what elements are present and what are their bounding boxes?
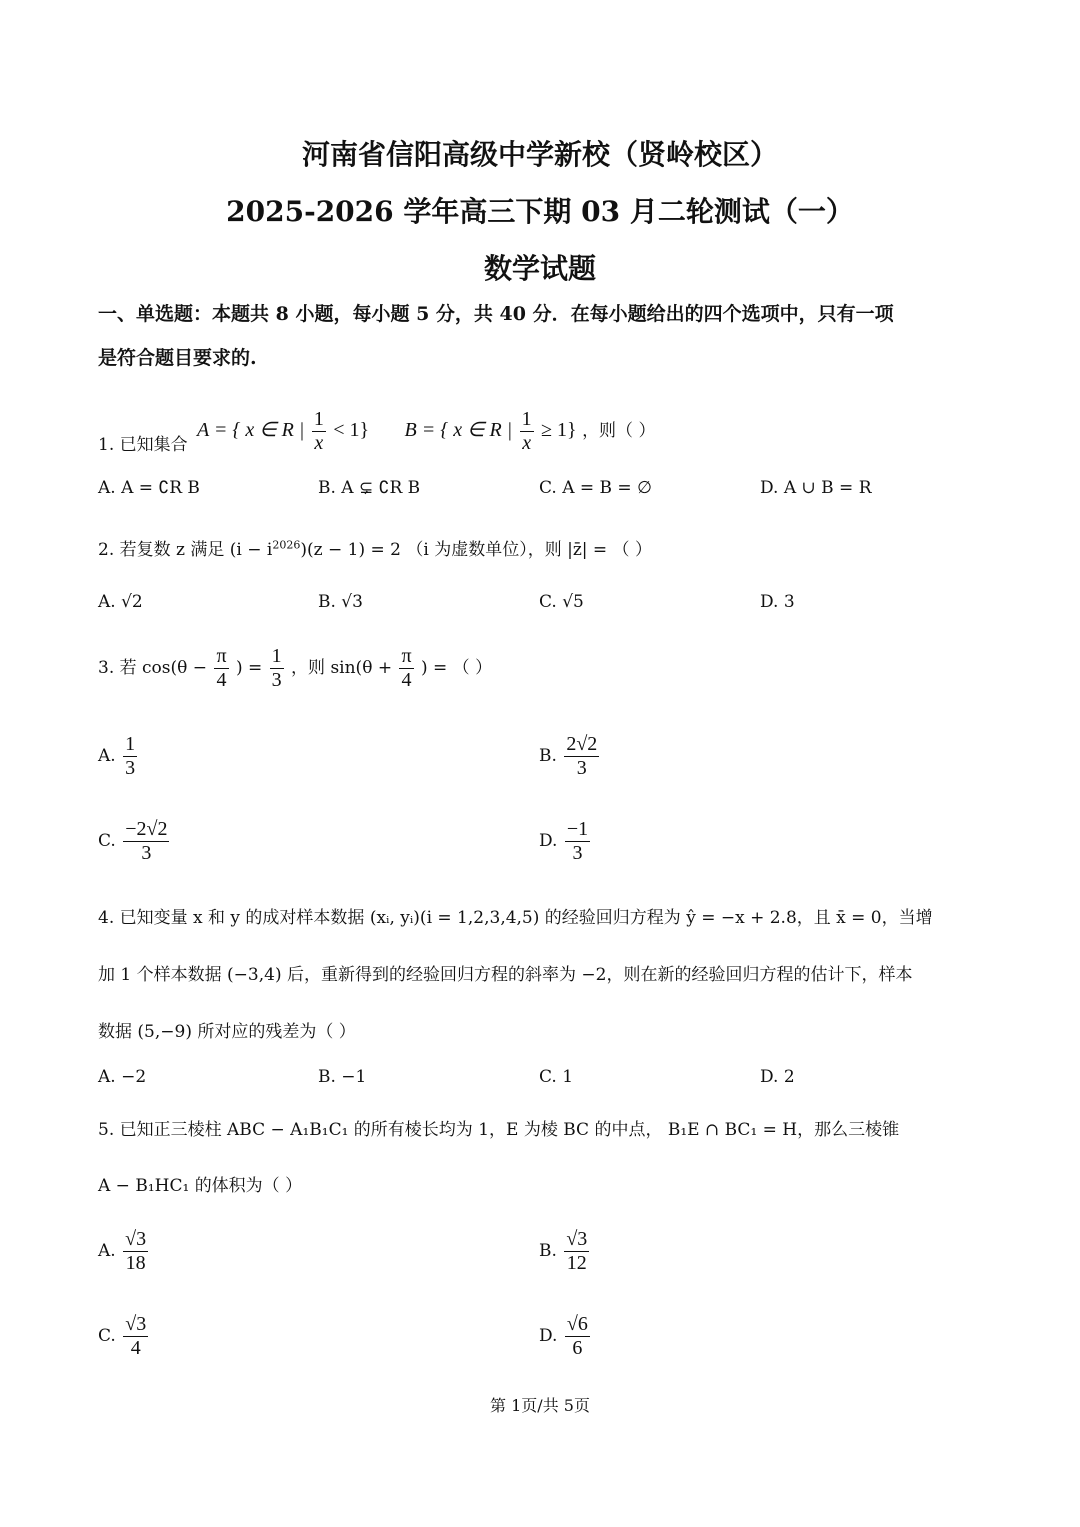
q3-part: ) = bbox=[235, 658, 263, 678]
four: 4 bbox=[216, 669, 227, 691]
cond-a: < 1 bbox=[333, 419, 360, 441]
question-4-cont: 加 1 个样本数据 (−3,4) 后，重新得到的经验回归方程的斜率为 −2，则在新的经验回归方程的估计下，样本 bbox=[98, 965, 913, 985]
q3-part: 3. 若 cos(θ − bbox=[98, 658, 208, 678]
option-d[interactable]: D. 3 bbox=[760, 592, 795, 612]
question-4: 4. 已知变量 x 和 y 的成对样本数据 (xᵢ, yᵢ)(i = 1,2,3,4,5) 的经验回归方程为 ŷ = −x + 2.8，且 x̄ = 0，当增 bbox=[98, 908, 933, 928]
frac-den: x bbox=[314, 432, 324, 454]
option-b[interactable]: B. A ⊊ ∁R B bbox=[318, 478, 421, 498]
q1-set-a: A = { x ∈ R | $\frac{1}{x}$ < 1} bbox=[197, 408, 370, 454]
q3-part: ) = （ ） bbox=[421, 658, 493, 678]
option-c[interactable]: C. A = B = ∅ bbox=[539, 478, 652, 498]
q2-stem: 2. 若复数 z 满足 (i − i bbox=[98, 540, 273, 560]
option-d[interactable]: D. A ∪ B = R bbox=[760, 478, 872, 498]
cond-b: ≥ 1 bbox=[541, 419, 568, 441]
option-d[interactable]: D. $\frac{-1}{3}$ bbox=[539, 818, 589, 864]
q3-part: ，则 sin(θ + bbox=[291, 658, 393, 678]
subject-title: 数学试题 bbox=[483, 252, 596, 285]
question-3 bbox=[98, 645, 492, 692]
question-2 bbox=[98, 535, 652, 560]
q2-exponent: 2026 bbox=[272, 538, 301, 552]
exam-title: 2025-2026 学年高三下期 03 月二轮测试（一） bbox=[226, 195, 854, 228]
frac-den: x bbox=[522, 432, 532, 454]
section-heading: 一、单选题：本题共 8 小题，每小题 5 分，共 40 分．在每小题给出的四个选项中，只有一项 bbox=[98, 303, 894, 325]
set-a: A = { x ∈ R | bbox=[197, 419, 305, 441]
school-title: 河南省信阳高级中学新校（贤岭校区） bbox=[301, 138, 778, 171]
option-b[interactable]: B. $\frac{2√2}{3}$ bbox=[539, 733, 598, 779]
set-b: B = { x ∈ R | bbox=[404, 419, 513, 441]
q1-set-b: B = { x ∈ R | $\frac{1}{x}$ ≥ 1} bbox=[404, 408, 577, 454]
question-4-cont2: 数据 (5,−9) 所对应的残差为（ ） bbox=[98, 1022, 356, 1042]
section-heading-cont: 是符合题目要求的. bbox=[98, 347, 257, 369]
question-5: 5. 已知正三棱柱 ABC − A₁B₁C₁ 的所有棱长均为 1，E 为棱 BC 的中点， B₁E ∩ BC₁ = H，那么三棱锥 bbox=[98, 1120, 900, 1140]
question-1 bbox=[98, 385, 655, 455]
option-a[interactable]: A. −2 bbox=[98, 1067, 147, 1087]
question-5-cont: A − B₁HC₁ 的体积为（ ） bbox=[98, 1176, 303, 1196]
option-b[interactable]: B. $\frac{√3}{12}$ bbox=[539, 1228, 588, 1274]
page-footer: 第 1页/共 5页 bbox=[490, 1396, 590, 1415]
option-b[interactable]: B. √3 bbox=[318, 592, 363, 612]
option-c[interactable]: C. √5 bbox=[539, 592, 584, 612]
frac-num: 1 bbox=[313, 408, 324, 430]
option-a[interactable]: A. $\frac{1}{3}$ bbox=[98, 733, 136, 779]
option-d[interactable]: D. 2 bbox=[760, 1067, 795, 1087]
option-a[interactable]: A. $\frac{√3}{18}$ bbox=[98, 1228, 147, 1274]
one: 1 bbox=[271, 645, 282, 667]
q1-prefix: 1. 已知集合 bbox=[98, 435, 188, 455]
q2-stem-cont: )(z − 1) = 2 （i 为虚数单位），则 |z̄| = （ ） bbox=[300, 540, 652, 560]
four: 4 bbox=[401, 669, 412, 691]
three: 3 bbox=[271, 669, 282, 691]
option-a[interactable]: A. A = ∁R B bbox=[98, 478, 200, 498]
option-b[interactable]: B. −1 bbox=[318, 1067, 367, 1087]
option-d[interactable]: D. $\frac{√6}{6}$ bbox=[539, 1313, 588, 1359]
option-c[interactable]: C. $\frac{-2√2}{3}$ bbox=[98, 818, 168, 864]
pi: π bbox=[401, 645, 412, 667]
option-c[interactable]: C. 1 bbox=[539, 1067, 574, 1087]
frac-num: 1 bbox=[521, 408, 532, 430]
option-a[interactable]: A. √2 bbox=[98, 592, 143, 612]
pi: π bbox=[216, 645, 227, 667]
option-c[interactable]: C. $\frac{√3}{4}$ bbox=[98, 1313, 147, 1359]
q1-suffix: ，则（ ） bbox=[582, 421, 656, 441]
